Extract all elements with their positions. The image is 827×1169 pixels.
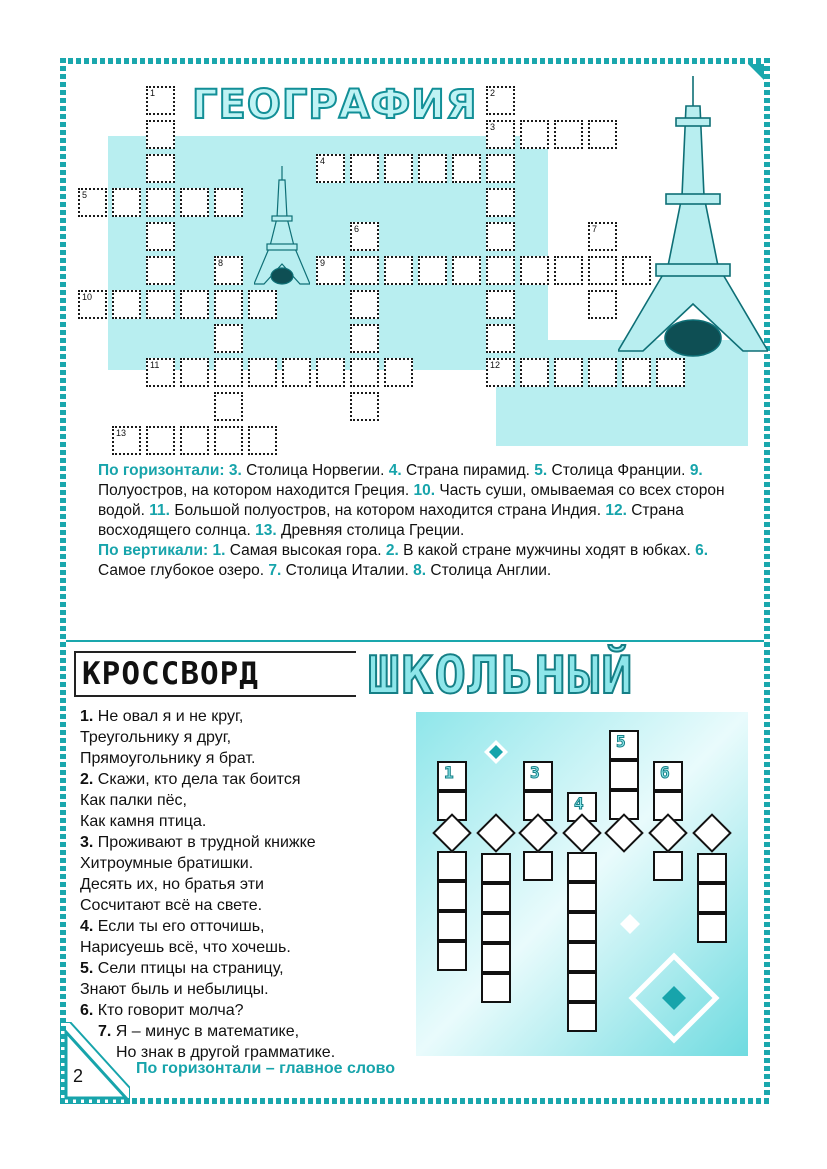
clue-number: 5: [616, 732, 626, 751]
crossword-cell[interactable]: [146, 188, 175, 217]
clue-number: 9: [320, 258, 326, 268]
crossword-cell[interactable]: [146, 290, 175, 319]
clue-number: 6: [354, 224, 360, 234]
crossword-cell[interactable]: [214, 188, 243, 217]
clue-text: Столица Италии.: [285, 562, 409, 579]
clue-text: Большой полуостров, на котором находится страна Индия.: [174, 502, 602, 519]
crossword-cell[interactable]: [481, 973, 511, 1003]
crossword-cell[interactable]: [146, 222, 175, 251]
riddle-line: [80, 937, 335, 958]
horizontal-label: По горизонтали:: [98, 462, 225, 479]
crossword-cell[interactable]: [350, 256, 379, 285]
crossword-clues: [78, 461, 750, 581]
crossword-cell[interactable]: [609, 760, 639, 790]
crossword-cell[interactable]: [523, 761, 553, 791]
riddle-text: Хитроумные братишки.: [80, 855, 254, 872]
crossword-cell[interactable]: [146, 358, 175, 387]
crossword-cell[interactable]: [384, 256, 413, 285]
riddle-line: [80, 895, 335, 916]
crossword-cell[interactable]: [554, 256, 583, 285]
footer-hint: По горизонтали – главное слово: [136, 1060, 396, 1077]
crossword-cell[interactable]: [486, 86, 515, 115]
riddle-number: 6.: [80, 1002, 94, 1019]
crossword-cell[interactable]: [350, 290, 379, 319]
crossword-cell[interactable]: [622, 256, 651, 285]
crossword-cell[interactable]: [437, 851, 467, 881]
crossword-cell[interactable]: [486, 154, 515, 183]
crossword-cell[interactable]: [588, 256, 617, 285]
clue-number: 9.: [689, 462, 703, 479]
crossword-cell[interactable]: [214, 256, 243, 285]
clue-text: Древняя столица Греции.: [280, 522, 465, 539]
crossword-cell[interactable]: [567, 852, 597, 882]
crossword-cell[interactable]: [520, 358, 549, 387]
riddle-text: Десять их, но братья эти: [80, 876, 264, 893]
riddle-text: Треугольнику я друг,: [80, 729, 232, 746]
crossword-cell[interactable]: [486, 358, 515, 387]
clue-text: Страна пирамид.: [405, 462, 530, 479]
clue-text: Часть суши, омываемая со всех сторон водой.: [98, 482, 725, 519]
crossword-cell[interactable]: [554, 358, 583, 387]
crossword-cell[interactable]: [180, 188, 209, 217]
clue-number: 6.: [695, 542, 709, 559]
crossword-cell[interactable]: [567, 882, 597, 912]
crossword-cell[interactable]: [486, 324, 515, 353]
riddle-line: [80, 790, 335, 811]
shkolny-title: ШКОЛЬНЫЙ: [368, 646, 635, 706]
crossword-cell[interactable]: [520, 256, 549, 285]
crossword-cell[interactable]: [588, 120, 617, 149]
crossword-cell[interactable]: [214, 426, 243, 455]
clue-number: 12.: [605, 502, 627, 519]
clue-text: Страна восходящего солнца.: [98, 502, 684, 539]
crossword-cell[interactable]: [567, 972, 597, 1002]
crossword-cell[interactable]: [112, 290, 141, 319]
crossword-cell[interactable]: [437, 881, 467, 911]
riddle-text: Как камня птица.: [80, 813, 207, 830]
riddle-text: Прямоугольнику я брат.: [80, 750, 256, 767]
crossword-cell[interactable]: [316, 154, 345, 183]
riddle-text: Нарисуешь всё, что хочешь.: [80, 939, 291, 956]
riddle-line: [80, 979, 335, 1000]
crossword-cell[interactable]: [452, 256, 481, 285]
riddle-line: [80, 958, 335, 979]
crossword-cell[interactable]: [214, 392, 243, 421]
crossword-cell[interactable]: [248, 358, 277, 387]
clue-number: 10: [82, 292, 93, 302]
crossword-cell[interactable]: [384, 358, 413, 387]
eiffel-tower-small-icon: [254, 166, 310, 286]
crossword-cell[interactable]: [481, 943, 511, 973]
crossword-cell[interactable]: [316, 256, 345, 285]
clue-number: 12: [490, 360, 501, 370]
clue-number: 7.: [268, 562, 282, 579]
frame-divider: [66, 640, 764, 642]
crossword-cell[interactable]: [214, 358, 243, 387]
crossword-cell[interactable]: [567, 1002, 597, 1032]
clue-number: 13: [116, 428, 127, 438]
clue-number: 11.: [149, 502, 170, 519]
clue-text: Самое глубокое озеро.: [98, 562, 265, 579]
clue-number: 11: [150, 360, 160, 370]
krossvord-title-box: [74, 651, 356, 697]
crossword-cell[interactable]: [418, 154, 447, 183]
crossword-cell[interactable]: [146, 86, 175, 115]
clue-text: В какой стране мужчины ходят в юбках.: [403, 542, 691, 559]
crossword-cell[interactable]: [523, 851, 553, 881]
crossword-cell[interactable]: [78, 290, 107, 319]
crossword-cell[interactable]: [437, 941, 467, 971]
crossword-cell[interactable]: [486, 256, 515, 285]
crossword-cell[interactable]: [78, 188, 107, 217]
crossword-cell[interactable]: [418, 256, 447, 285]
clue-number: 3: [530, 763, 540, 782]
crossword-cell[interactable]: [554, 120, 583, 149]
riddles-list: [80, 706, 335, 1063]
crossword-cell[interactable]: [588, 290, 617, 319]
clue-number: 4.: [388, 462, 402, 479]
riddle-number: 3.: [80, 834, 94, 851]
riddle-line: [80, 832, 335, 853]
crossword-cell[interactable]: [146, 256, 175, 285]
eiffel-tower-icon: [618, 76, 768, 358]
riddle-text: Скажи, кто дела так боится: [97, 771, 301, 788]
riddle-line: [80, 853, 335, 874]
krossvord-title: КРОССВОРД: [82, 656, 259, 692]
clue-number: 7: [592, 224, 598, 234]
crossword-cell[interactable]: [180, 426, 209, 455]
riddle-line: [80, 769, 335, 790]
riddle-line: [80, 706, 335, 727]
clue-text: Столица Норвегии.: [246, 462, 385, 479]
crossword-cell[interactable]: [486, 222, 515, 251]
crossword-cell[interactable]: [180, 290, 209, 319]
clue-number: 2: [490, 88, 496, 98]
clue-text: Полуостров, на котором находится Греция.: [98, 482, 410, 499]
riddle-number: 7.: [98, 1023, 112, 1040]
crossword-cell[interactable]: [653, 761, 683, 791]
crossword-cell[interactable]: [452, 154, 481, 183]
frame-top: [60, 58, 770, 64]
crossword-cell[interactable]: [146, 154, 175, 183]
clue-text: Столица Франции.: [551, 462, 686, 479]
crossword-cell[interactable]: [481, 913, 511, 943]
crossword-cell[interactable]: [486, 290, 515, 319]
riddle-text: Проживают в трудной книжке: [97, 834, 316, 851]
crossword-cell[interactable]: [567, 912, 597, 942]
riddle-number: 1.: [80, 708, 94, 725]
crossword-cell[interactable]: [437, 761, 467, 791]
riddle-text: Сосчитают всё на свете.: [80, 897, 263, 914]
vertical-label: По вертикали:: [98, 542, 209, 559]
riddle-text: Как палки пёс,: [80, 792, 187, 809]
crossword-cell[interactable]: [486, 188, 515, 217]
crossword-cell[interactable]: [146, 120, 175, 149]
crossword-cell[interactable]: [609, 730, 639, 760]
clue-number: 1: [444, 763, 454, 782]
clue-number: 5: [82, 190, 88, 200]
clue-number: 13.: [255, 522, 277, 539]
riddle-line: [80, 1021, 335, 1042]
riddle-line: [80, 748, 335, 769]
clue-number: 8: [218, 258, 224, 268]
frame-bottom: [60, 1098, 770, 1104]
clue-number: 8.: [413, 562, 427, 579]
clue-number: 3: [490, 122, 496, 132]
crossword-cell[interactable]: [282, 358, 311, 387]
crossword-cell[interactable]: [520, 120, 549, 149]
riddle-line: [80, 874, 335, 895]
crossword-cell[interactable]: [656, 358, 685, 387]
riddle-text: Я – минус в математике,: [115, 1023, 300, 1040]
riddle-number: 2.: [80, 771, 94, 788]
riddle-line: [80, 1000, 335, 1021]
clue-text: Столица Англии.: [430, 562, 552, 579]
clue-number: 10.: [413, 482, 436, 499]
crossword-cell[interactable]: [697, 913, 727, 943]
crossword-cell[interactable]: [481, 883, 511, 913]
crossword-cell[interactable]: [350, 324, 379, 353]
crossword-cell[interactable]: [146, 426, 175, 455]
crossword-cell[interactable]: [350, 392, 379, 421]
crossword-cell[interactable]: [588, 222, 617, 251]
riddle-number: 5.: [80, 960, 94, 977]
crossword-cell[interactable]: [437, 911, 467, 941]
crossword-cell[interactable]: [697, 853, 727, 883]
crossword-cell[interactable]: [316, 358, 345, 387]
crossword-cell[interactable]: [350, 222, 379, 251]
crossword-cell[interactable]: [112, 426, 141, 455]
riddle-text: Не овал я и не круг,: [97, 708, 244, 725]
crossword-cell[interactable]: [588, 358, 617, 387]
crossword-cell[interactable]: [486, 120, 515, 149]
crossword-cell[interactable]: [248, 290, 277, 319]
frame-left: [60, 58, 66, 1098]
clue-number: 5.: [534, 462, 548, 479]
clue-number: 1: [150, 88, 156, 98]
crossword-cell[interactable]: [214, 324, 243, 353]
clue-number: 3.: [228, 462, 242, 479]
clue-number: 6: [660, 763, 670, 782]
riddle-number: 4.: [80, 918, 94, 935]
riddle-text: Но знак в другой грамматике.: [116, 1044, 336, 1061]
page-number: 2: [73, 1066, 84, 1086]
riddle-line: [80, 811, 335, 832]
riddle-line: [80, 916, 335, 937]
crossword-cell[interactable]: [567, 942, 597, 972]
crossword-cell[interactable]: [384, 154, 413, 183]
crossword-cell[interactable]: [653, 851, 683, 881]
crossword-cell[interactable]: [214, 290, 243, 319]
riddle-text: Знают быль и небылицы.: [80, 981, 269, 998]
clue-number: 2.: [385, 542, 399, 559]
crossword-cell[interactable]: [481, 853, 511, 883]
crossword-cell[interactable]: [180, 358, 209, 387]
riddle-text: Сели птицы на страницу,: [97, 960, 284, 977]
clue-text: Самая высокая гора.: [229, 542, 382, 559]
riddle-line: [80, 727, 335, 748]
crossword-cell[interactable]: [350, 154, 379, 183]
clue-number: 4: [574, 794, 584, 813]
crossword-cell[interactable]: [697, 883, 727, 913]
crossword-cell[interactable]: [112, 188, 141, 217]
crossword-cell[interactable]: [622, 358, 651, 387]
clue-number: 4: [320, 156, 326, 166]
clue-number: 1.: [212, 542, 226, 559]
riddle-text: Если ты его отточишь,: [97, 918, 265, 935]
riddle-text: Кто говорит молча?: [97, 1002, 244, 1019]
crossword-cell[interactable]: [350, 358, 379, 387]
crossword-cell[interactable]: [248, 426, 277, 455]
crossword-title: ГЕОГРАФИЯ: [192, 82, 478, 128]
